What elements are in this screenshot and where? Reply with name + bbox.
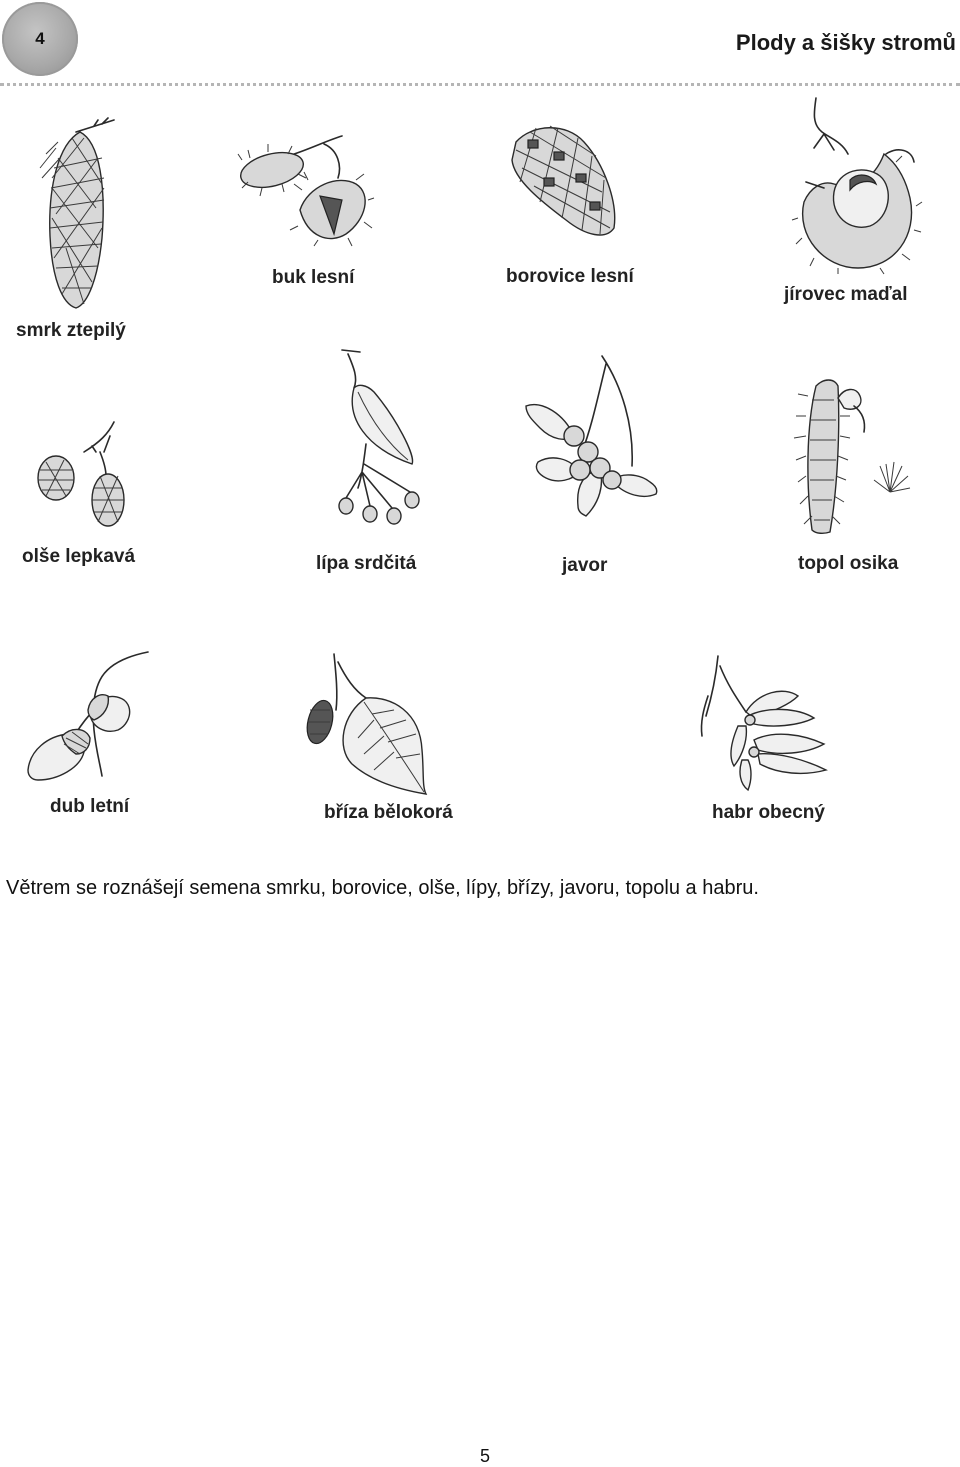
spruce-cone-icon xyxy=(36,118,120,310)
figure-label: topol osika xyxy=(798,553,899,574)
page-title: Plody a šišky stromů xyxy=(735,30,956,55)
page-number: 5 xyxy=(480,1446,491,1466)
acorn-icon xyxy=(28,650,160,782)
alder-cones-icon xyxy=(34,422,142,528)
wind-dispersal-note: Větrem se roznášejí semena smrku, borovice, olše, lípy, břízy, javoru, topolu a habru. xyxy=(6,877,759,899)
figure-label: smrk ztepilý xyxy=(16,320,126,341)
figure-label: olše lepkavá xyxy=(22,546,136,567)
figure-label: bříza bělokorá xyxy=(324,802,453,823)
linden-fruit-icon xyxy=(336,348,424,526)
horse-chestnut-icon xyxy=(794,98,922,270)
figure-label: buk lesní xyxy=(272,267,355,288)
pine-cone-icon xyxy=(506,122,620,240)
hornbeam-fruit-icon xyxy=(698,656,832,792)
figure-label: borovice lesní xyxy=(506,266,634,287)
maple-samara-icon xyxy=(522,356,658,526)
figure-label: jírovec maďal xyxy=(784,284,908,305)
header-divider xyxy=(0,83,960,86)
figure-label: javor xyxy=(562,555,608,576)
beech-nut-icon xyxy=(238,130,374,246)
birch-catkin-leaf-icon xyxy=(302,654,428,796)
figure-label: lípa srdčitá xyxy=(316,553,417,574)
chapter-badge xyxy=(2,2,78,76)
figure-label: habr obecný xyxy=(712,802,825,823)
figure-label: dub letní xyxy=(50,796,130,817)
aspen-catkin-icon xyxy=(794,376,914,536)
chapter-number: 4 xyxy=(35,29,45,48)
